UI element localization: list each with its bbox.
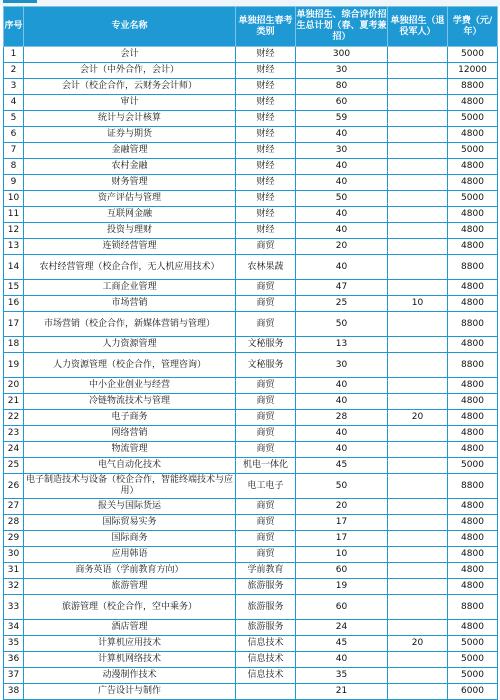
cell-major: 动漫制作技术 — [24, 668, 236, 684]
cell-fee: 4800 — [448, 95, 498, 111]
cell-major: 物流管理 — [24, 442, 236, 458]
cell-veteran — [388, 175, 448, 191]
cell-major: 电气自动化技术 — [24, 458, 236, 474]
cell-fee: 5000 — [448, 47, 498, 63]
cell-no: 34 — [4, 620, 24, 636]
cell-no: 29 — [4, 531, 24, 547]
cell-veteran — [388, 47, 448, 63]
cell-major: 财务管理 — [24, 175, 236, 191]
cell-plan: 80 — [296, 79, 388, 95]
table-row — [4, 410, 498, 426]
cell-veteran — [388, 280, 448, 296]
cell-category: 信息技术 — [236, 636, 296, 652]
table-row — [4, 312, 498, 337]
cell-no: 21 — [4, 394, 24, 410]
cell-plan: 40 — [296, 127, 388, 143]
cell-veteran — [388, 531, 448, 547]
cell-category: 旅游服务 — [236, 579, 296, 595]
cell-category: 财经 — [236, 47, 296, 63]
cell-veteran — [388, 191, 448, 207]
cell-fee: 4800 — [448, 426, 498, 442]
table-row — [4, 378, 498, 394]
table-row — [4, 280, 498, 296]
cell-major: 冷链物流技术与管理 — [24, 394, 236, 410]
cell-fee: 12000 — [448, 63, 498, 79]
cell-no: 33 — [4, 595, 24, 620]
cell-no: 24 — [4, 442, 24, 458]
cell-plan: 17 — [296, 515, 388, 531]
cell-category: 财经 — [236, 143, 296, 159]
cell-major: 国际贸易实务 — [24, 515, 236, 531]
table-row — [4, 175, 498, 191]
cell-fee: 5000 — [448, 458, 498, 474]
header-no: 序号 — [4, 7, 24, 47]
cell-no: 30 — [4, 547, 24, 563]
table-row — [4, 458, 498, 474]
cell-no: 2 — [4, 63, 24, 79]
table-row — [4, 296, 498, 312]
cell-major: 国际商务 — [24, 531, 236, 547]
cell-major: 市场营销 — [24, 296, 236, 312]
cell-no: 14 — [4, 255, 24, 280]
table-row — [4, 127, 498, 143]
cell-plan: 35 — [296, 668, 388, 684]
table-row — [4, 95, 498, 111]
cell-major: 证券与期货 — [24, 127, 236, 143]
cell-fee: 8800 — [448, 474, 498, 499]
table-row — [4, 547, 498, 563]
cell-veteran: 20 — [388, 410, 448, 426]
cell-no: 37 — [4, 668, 24, 684]
cell-plan: 10 — [296, 547, 388, 563]
cell-plan: 40 — [296, 426, 388, 442]
table-row — [4, 474, 498, 499]
cell-fee: 4800 — [448, 442, 498, 458]
cell-veteran — [388, 79, 448, 95]
cell-no: 27 — [4, 499, 24, 515]
cell-veteran — [388, 563, 448, 579]
cell-major: 会计（校企合作，云财务会计师） — [24, 79, 236, 95]
cell-plan: 59 — [296, 111, 388, 127]
cell-category: 旅游服务 — [236, 595, 296, 620]
cell-no: 1 — [4, 47, 24, 63]
cell-veteran — [388, 223, 448, 239]
header-category: 单独招生春考类别 — [236, 7, 296, 47]
cell-category: 文秘服务 — [236, 353, 296, 378]
cell-fee: 5000 — [448, 668, 498, 684]
cell-fee: 5000 — [448, 111, 498, 127]
table-body — [4, 47, 498, 700]
cell-fee: 6000 — [448, 684, 498, 700]
table-row — [4, 79, 498, 95]
cell-veteran — [388, 255, 448, 280]
table-row — [4, 111, 498, 127]
cell-veteran — [388, 378, 448, 394]
cell-major: 审计 — [24, 95, 236, 111]
cell-no: 16 — [4, 296, 24, 312]
cell-veteran — [388, 547, 448, 563]
cell-fee: 8800 — [448, 255, 498, 280]
cell-major: 旅游管理（校企合作，空中乘务） — [24, 595, 236, 620]
cell-category: 商贸 — [236, 296, 296, 312]
cell-veteran — [388, 458, 448, 474]
cell-no: 26 — [4, 474, 24, 499]
table-row — [4, 515, 498, 531]
cell-category: 商贸 — [236, 442, 296, 458]
cell-plan: 20 — [296, 239, 388, 255]
cell-veteran — [388, 143, 448, 159]
cell-category: 商贸 — [236, 531, 296, 547]
cell-veteran: 10 — [388, 296, 448, 312]
table-row — [4, 63, 498, 79]
cell-category: 机电一体化 — [236, 458, 296, 474]
cell-veteran — [388, 207, 448, 223]
cell-fee: 5000 — [448, 636, 498, 652]
cell-plan: 40 — [296, 223, 388, 239]
cell-fee: 4800 — [448, 159, 498, 175]
cell-category: 财经 — [236, 207, 296, 223]
cell-category: 财经 — [236, 111, 296, 127]
cell-category: 信息技术 — [236, 668, 296, 684]
cell-category: 财经 — [236, 95, 296, 111]
cell-no: 28 — [4, 515, 24, 531]
cell-category: 财经 — [236, 175, 296, 191]
table-row — [4, 223, 498, 239]
cell-plan: 45 — [296, 458, 388, 474]
cell-no: 3 — [4, 79, 24, 95]
cell-fee: 4800 — [448, 280, 498, 296]
table-row — [4, 531, 498, 547]
cell-plan: 40 — [296, 159, 388, 175]
cell-category: 财经 — [236, 127, 296, 143]
cell-veteran — [388, 579, 448, 595]
table-row — [4, 191, 498, 207]
table-row — [4, 47, 498, 63]
cell-fee: 4800 — [448, 579, 498, 595]
cell-category: 商贸 — [236, 499, 296, 515]
cell-veteran — [388, 394, 448, 410]
cell-fee: 4800 — [448, 620, 498, 636]
cell-major: 计算机网络技术 — [24, 652, 236, 668]
table-row — [4, 426, 498, 442]
cell-veteran — [388, 515, 448, 531]
cell-veteran — [388, 652, 448, 668]
cell-fee: 4800 — [448, 127, 498, 143]
cell-veteran — [388, 474, 448, 499]
cell-veteran — [388, 595, 448, 620]
cell-major: 统计与会计核算 — [24, 111, 236, 127]
cell-veteran — [388, 442, 448, 458]
cell-major: 酒店管理 — [24, 620, 236, 636]
cell-no: 4 — [4, 95, 24, 111]
cell-major: 农村经营管理（校企合作，无人机应用技术） — [24, 255, 236, 280]
cell-fee: 4800 — [448, 499, 498, 515]
cell-fee: 4800 — [448, 563, 498, 579]
cell-major: 旅游管理 — [24, 579, 236, 595]
cell-fee: 8800 — [448, 312, 498, 337]
cell-plan: 40 — [296, 652, 388, 668]
cell-category: 商贸 — [236, 426, 296, 442]
cell-plan: 40 — [296, 255, 388, 280]
cell-major: 报关与国际货运 — [24, 499, 236, 515]
cell-major: 商务英语（学前教育方向） — [24, 563, 236, 579]
cell-fee: 5000 — [448, 191, 498, 207]
cell-category: 财经 — [236, 63, 296, 79]
cell-major: 资产评估与管理 — [24, 191, 236, 207]
cell-category: 旅游服务 — [236, 620, 296, 636]
cell-no: 38 — [4, 684, 24, 700]
cell-veteran — [388, 111, 448, 127]
cell-plan: 45 — [296, 636, 388, 652]
cell-category: 财经 — [236, 79, 296, 95]
cell-no: 35 — [4, 636, 24, 652]
cell-plan: 40 — [296, 207, 388, 223]
cell-veteran — [388, 353, 448, 378]
cell-category: 财经 — [236, 223, 296, 239]
cell-fee: 5000 — [448, 652, 498, 668]
cell-fee: 5000 — [448, 143, 498, 159]
cell-fee: 4800 — [448, 175, 498, 191]
cell-plan: 28 — [296, 410, 388, 426]
cell-fee: 8800 — [448, 79, 498, 95]
cell-fee: 4800 — [448, 296, 498, 312]
cell-category: 商贸 — [236, 410, 296, 426]
cell-plan: 30 — [296, 353, 388, 378]
cell-no: 10 — [4, 191, 24, 207]
table-row — [4, 255, 498, 280]
cell-plan: 19 — [296, 579, 388, 595]
cell-category: 商贸 — [236, 239, 296, 255]
cell-veteran — [388, 337, 448, 353]
cell-major: 农村金融 — [24, 159, 236, 175]
cell-major: 投资与理财 — [24, 223, 236, 239]
cell-major: 金融管理 — [24, 143, 236, 159]
cell-fee: 4800 — [448, 531, 498, 547]
cell-fee: 4800 — [448, 378, 498, 394]
cell-plan: 50 — [296, 474, 388, 499]
cell-major: 网络营销 — [24, 426, 236, 442]
cell-fee: 4800 — [448, 410, 498, 426]
cell-fee: 4800 — [448, 337, 498, 353]
table-row — [4, 652, 498, 668]
cell-plan: 17 — [296, 531, 388, 547]
cell-plan: 60 — [296, 95, 388, 111]
cell-fee: 4800 — [448, 515, 498, 531]
cell-category: 文秘服务 — [236, 337, 296, 353]
table-row — [4, 595, 498, 620]
cell-no: 5 — [4, 111, 24, 127]
table-row — [4, 337, 498, 353]
cell-category: 学前教育 — [236, 563, 296, 579]
cell-category: 商贸 — [236, 280, 296, 296]
cell-plan: 25 — [296, 296, 388, 312]
cell-veteran: 20 — [388, 636, 448, 652]
cell-no: 15 — [4, 280, 24, 296]
cell-plan: 24 — [296, 620, 388, 636]
cell-category: 电工电子 — [236, 474, 296, 499]
table-row — [4, 239, 498, 255]
cell-plan: 50 — [296, 312, 388, 337]
table-header-row — [4, 7, 498, 47]
cell-no: 31 — [4, 563, 24, 579]
cell-no: 8 — [4, 159, 24, 175]
cell-no: 13 — [4, 239, 24, 255]
table-row — [4, 442, 498, 458]
cell-major: 广告设计与制作 — [24, 684, 236, 700]
cell-veteran — [388, 127, 448, 143]
cell-veteran — [388, 239, 448, 255]
header-plan: 单独招生、综合评价招生总计划（春、夏考兼招） — [296, 7, 388, 47]
cell-category: 商贸 — [236, 312, 296, 337]
enrollment-plan-table — [3, 6, 498, 700]
cell-major: 人力资源管理 — [24, 337, 236, 353]
cell-category: 财经 — [236, 191, 296, 207]
cell-fee: 4800 — [448, 394, 498, 410]
cell-category: 农林果蔬 — [236, 255, 296, 280]
cell-no: 23 — [4, 426, 24, 442]
cell-major: 互联网金融 — [24, 207, 236, 223]
cell-major: 计算机应用技术 — [24, 636, 236, 652]
cell-no: 22 — [4, 410, 24, 426]
table-row — [4, 620, 498, 636]
cell-veteran — [388, 620, 448, 636]
cell-fee: 4800 — [448, 547, 498, 563]
cell-no: 25 — [4, 458, 24, 474]
cell-no: 11 — [4, 207, 24, 223]
cell-fee: 8800 — [448, 595, 498, 620]
cell-no: 36 — [4, 652, 24, 668]
cell-category: 商贸 — [236, 515, 296, 531]
cell-major: 电子商务 — [24, 410, 236, 426]
table-row — [4, 499, 498, 515]
cell-plan: 60 — [296, 595, 388, 620]
cell-category: 商贸 — [236, 394, 296, 410]
table-row — [4, 207, 498, 223]
cell-plan: 40 — [296, 394, 388, 410]
table-row — [4, 563, 498, 579]
cell-fee: 4800 — [448, 239, 498, 255]
cell-no: 7 — [4, 143, 24, 159]
cell-plan: 50 — [296, 191, 388, 207]
cell-veteran — [388, 426, 448, 442]
cell-no: 6 — [4, 127, 24, 143]
header-veteran: 单独招生（退役军人） — [388, 7, 448, 47]
cell-plan: 20 — [296, 499, 388, 515]
cell-plan: 40 — [296, 378, 388, 394]
table-row — [4, 636, 498, 652]
table-row — [4, 143, 498, 159]
cell-veteran — [388, 159, 448, 175]
cell-major: 电子制造技术与设备（校企合作，智能终端技术与应用） — [24, 474, 236, 499]
header-fee: 学费（元/年） — [448, 7, 498, 47]
cell-no: 9 — [4, 175, 24, 191]
cell-no: 20 — [4, 378, 24, 394]
cell-plan: 40 — [296, 175, 388, 191]
table-row — [4, 668, 498, 684]
cell-major: 应用韩语 — [24, 547, 236, 563]
cell-fee: 4800 — [448, 223, 498, 239]
cell-veteran — [388, 499, 448, 515]
cell-veteran — [388, 312, 448, 337]
cell-major: 中小企业创业与经营 — [24, 378, 236, 394]
cell-category: 信息技术 — [236, 652, 296, 668]
cell-major: 工商企业管理 — [24, 280, 236, 296]
cell-no: 12 — [4, 223, 24, 239]
cell-fee: 4800 — [448, 207, 498, 223]
cell-major: 人力资源管理（校企合作，管理咨询） — [24, 353, 236, 378]
cell-major: 连锁经营管理 — [24, 239, 236, 255]
table-row — [4, 353, 498, 378]
cell-plan: 300 — [296, 47, 388, 63]
header-major: 专业名称 — [24, 7, 236, 47]
cell-veteran — [388, 668, 448, 684]
cell-major: 会计（中外合作，会计） — [24, 63, 236, 79]
cell-category: 商贸 — [236, 378, 296, 394]
table-row — [4, 394, 498, 410]
cell-no: 17 — [4, 312, 24, 337]
table-row — [4, 159, 498, 175]
cell-plan: 60 — [296, 563, 388, 579]
cell-plan: 30 — [296, 63, 388, 79]
cell-plan: 47 — [296, 280, 388, 296]
top-accent-bar — [3, 0, 37, 3]
cell-major: 市场营销（校企合作，新媒体营销与管理） — [24, 312, 236, 337]
cell-plan: 30 — [296, 143, 388, 159]
cell-plan: 21 — [296, 684, 388, 700]
cell-veteran — [388, 95, 448, 111]
cell-veteran — [388, 63, 448, 79]
cell-category: 商贸 — [236, 547, 296, 563]
cell-no: 32 — [4, 579, 24, 595]
cell-major: 会计 — [24, 47, 236, 63]
cell-no: 19 — [4, 353, 24, 378]
cell-no: 18 — [4, 337, 24, 353]
cell-fee: 8800 — [448, 353, 498, 378]
cell-plan: 40 — [296, 442, 388, 458]
cell-plan: 13 — [296, 337, 388, 353]
cell-category: 财经 — [236, 159, 296, 175]
table-row — [4, 579, 498, 595]
